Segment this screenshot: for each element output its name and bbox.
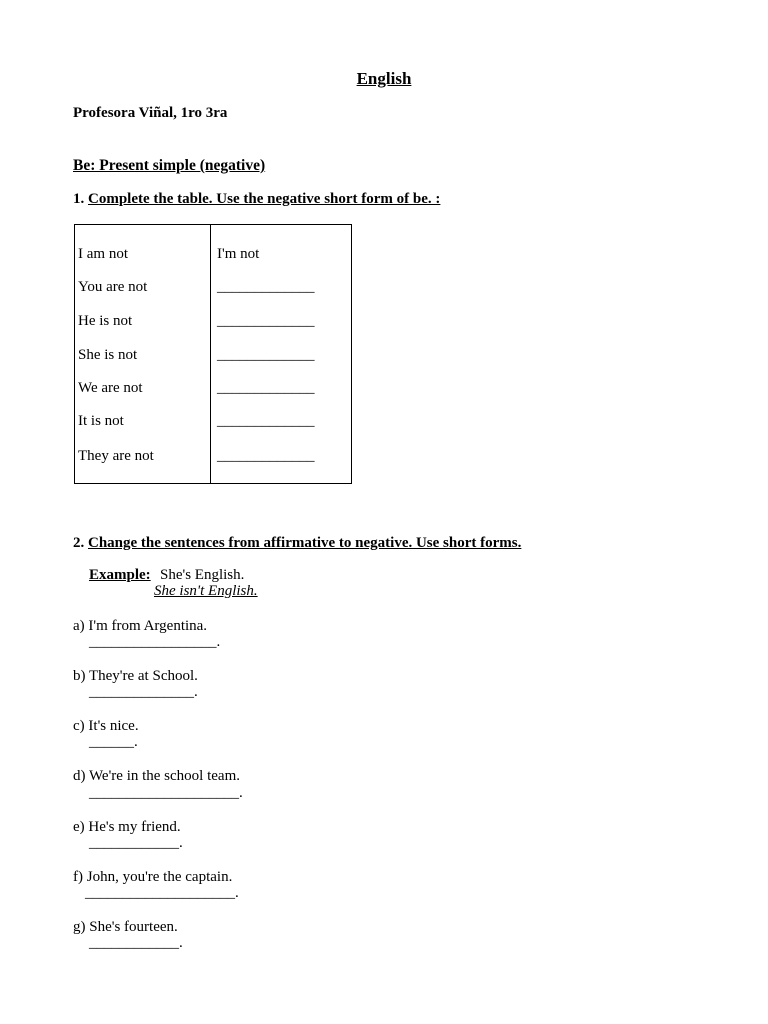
exercise-item-blank: ____________. bbox=[89, 935, 183, 951]
table-column-divider bbox=[210, 225, 211, 483]
exercise-item-blank: ______________. bbox=[89, 684, 198, 700]
page-title: English bbox=[356, 69, 412, 88]
teacher-line: Profesora Viñal, 1ro 3ra bbox=[73, 105, 228, 121]
exercise-item-blank: ____________. bbox=[89, 835, 183, 851]
exercise-1-instruction: Complete the table. Use the negative short form of be. : bbox=[88, 191, 441, 207]
table-blank: _____________ bbox=[217, 279, 315, 295]
exercise-item-blank: ______. bbox=[89, 734, 138, 750]
exercise-item-sentence: f) John, you're the captain. bbox=[73, 869, 233, 885]
exercise-1-number: 1. bbox=[73, 191, 85, 207]
exercise-2-heading bbox=[73, 536, 521, 551]
exercise-item-sentence: g) She's fourteen. bbox=[73, 919, 178, 935]
table-cell-long: I am not bbox=[78, 246, 128, 262]
table-blank: _____________ bbox=[217, 380, 315, 396]
table-cell-short: I'm not bbox=[217, 246, 260, 262]
table-cell-long: They are not bbox=[78, 448, 154, 464]
table-blank: _____________ bbox=[217, 347, 315, 363]
exercise-item-sentence: b) They're at School. bbox=[73, 668, 198, 684]
table-cell-long: She is not bbox=[78, 347, 138, 363]
exercise-item-sentence: c) It's nice. bbox=[73, 718, 139, 734]
exercise-1-heading bbox=[73, 192, 440, 207]
topic-heading: Be: Present simple (negative) bbox=[73, 157, 266, 174]
table-cell-long: It is not bbox=[78, 413, 124, 429]
example-label: Example: bbox=[89, 567, 151, 583]
table-cell-long: You are not bbox=[78, 279, 148, 295]
table-cell-long: He is not bbox=[78, 313, 133, 329]
exercise-item-sentence: d) We're in the school team. bbox=[73, 768, 240, 784]
example-answer: She isn't English. bbox=[154, 583, 258, 599]
table-blank: _____________ bbox=[217, 448, 315, 464]
table-blank: _____________ bbox=[217, 413, 315, 429]
table-cell-long: We are not bbox=[78, 380, 143, 396]
conjugation-table bbox=[74, 224, 352, 484]
example-sentence: She's English. bbox=[160, 567, 245, 583]
exercise-item-sentence: a) I'm from Argentina. bbox=[73, 618, 208, 634]
exercise-item-sentence: e) He's my friend. bbox=[73, 819, 181, 835]
exercise-item-blank: ____________________. bbox=[89, 785, 243, 801]
exercise-item-blank: _________________. bbox=[89, 634, 221, 650]
exercise-item-blank: ____________________. bbox=[85, 885, 239, 901]
exercise-2-instruction: Change the sentences from affirmative to negative. Use short forms. bbox=[88, 535, 522, 551]
table-blank: _____________ bbox=[217, 313, 315, 329]
exercise-2-number: 2. bbox=[73, 535, 85, 551]
